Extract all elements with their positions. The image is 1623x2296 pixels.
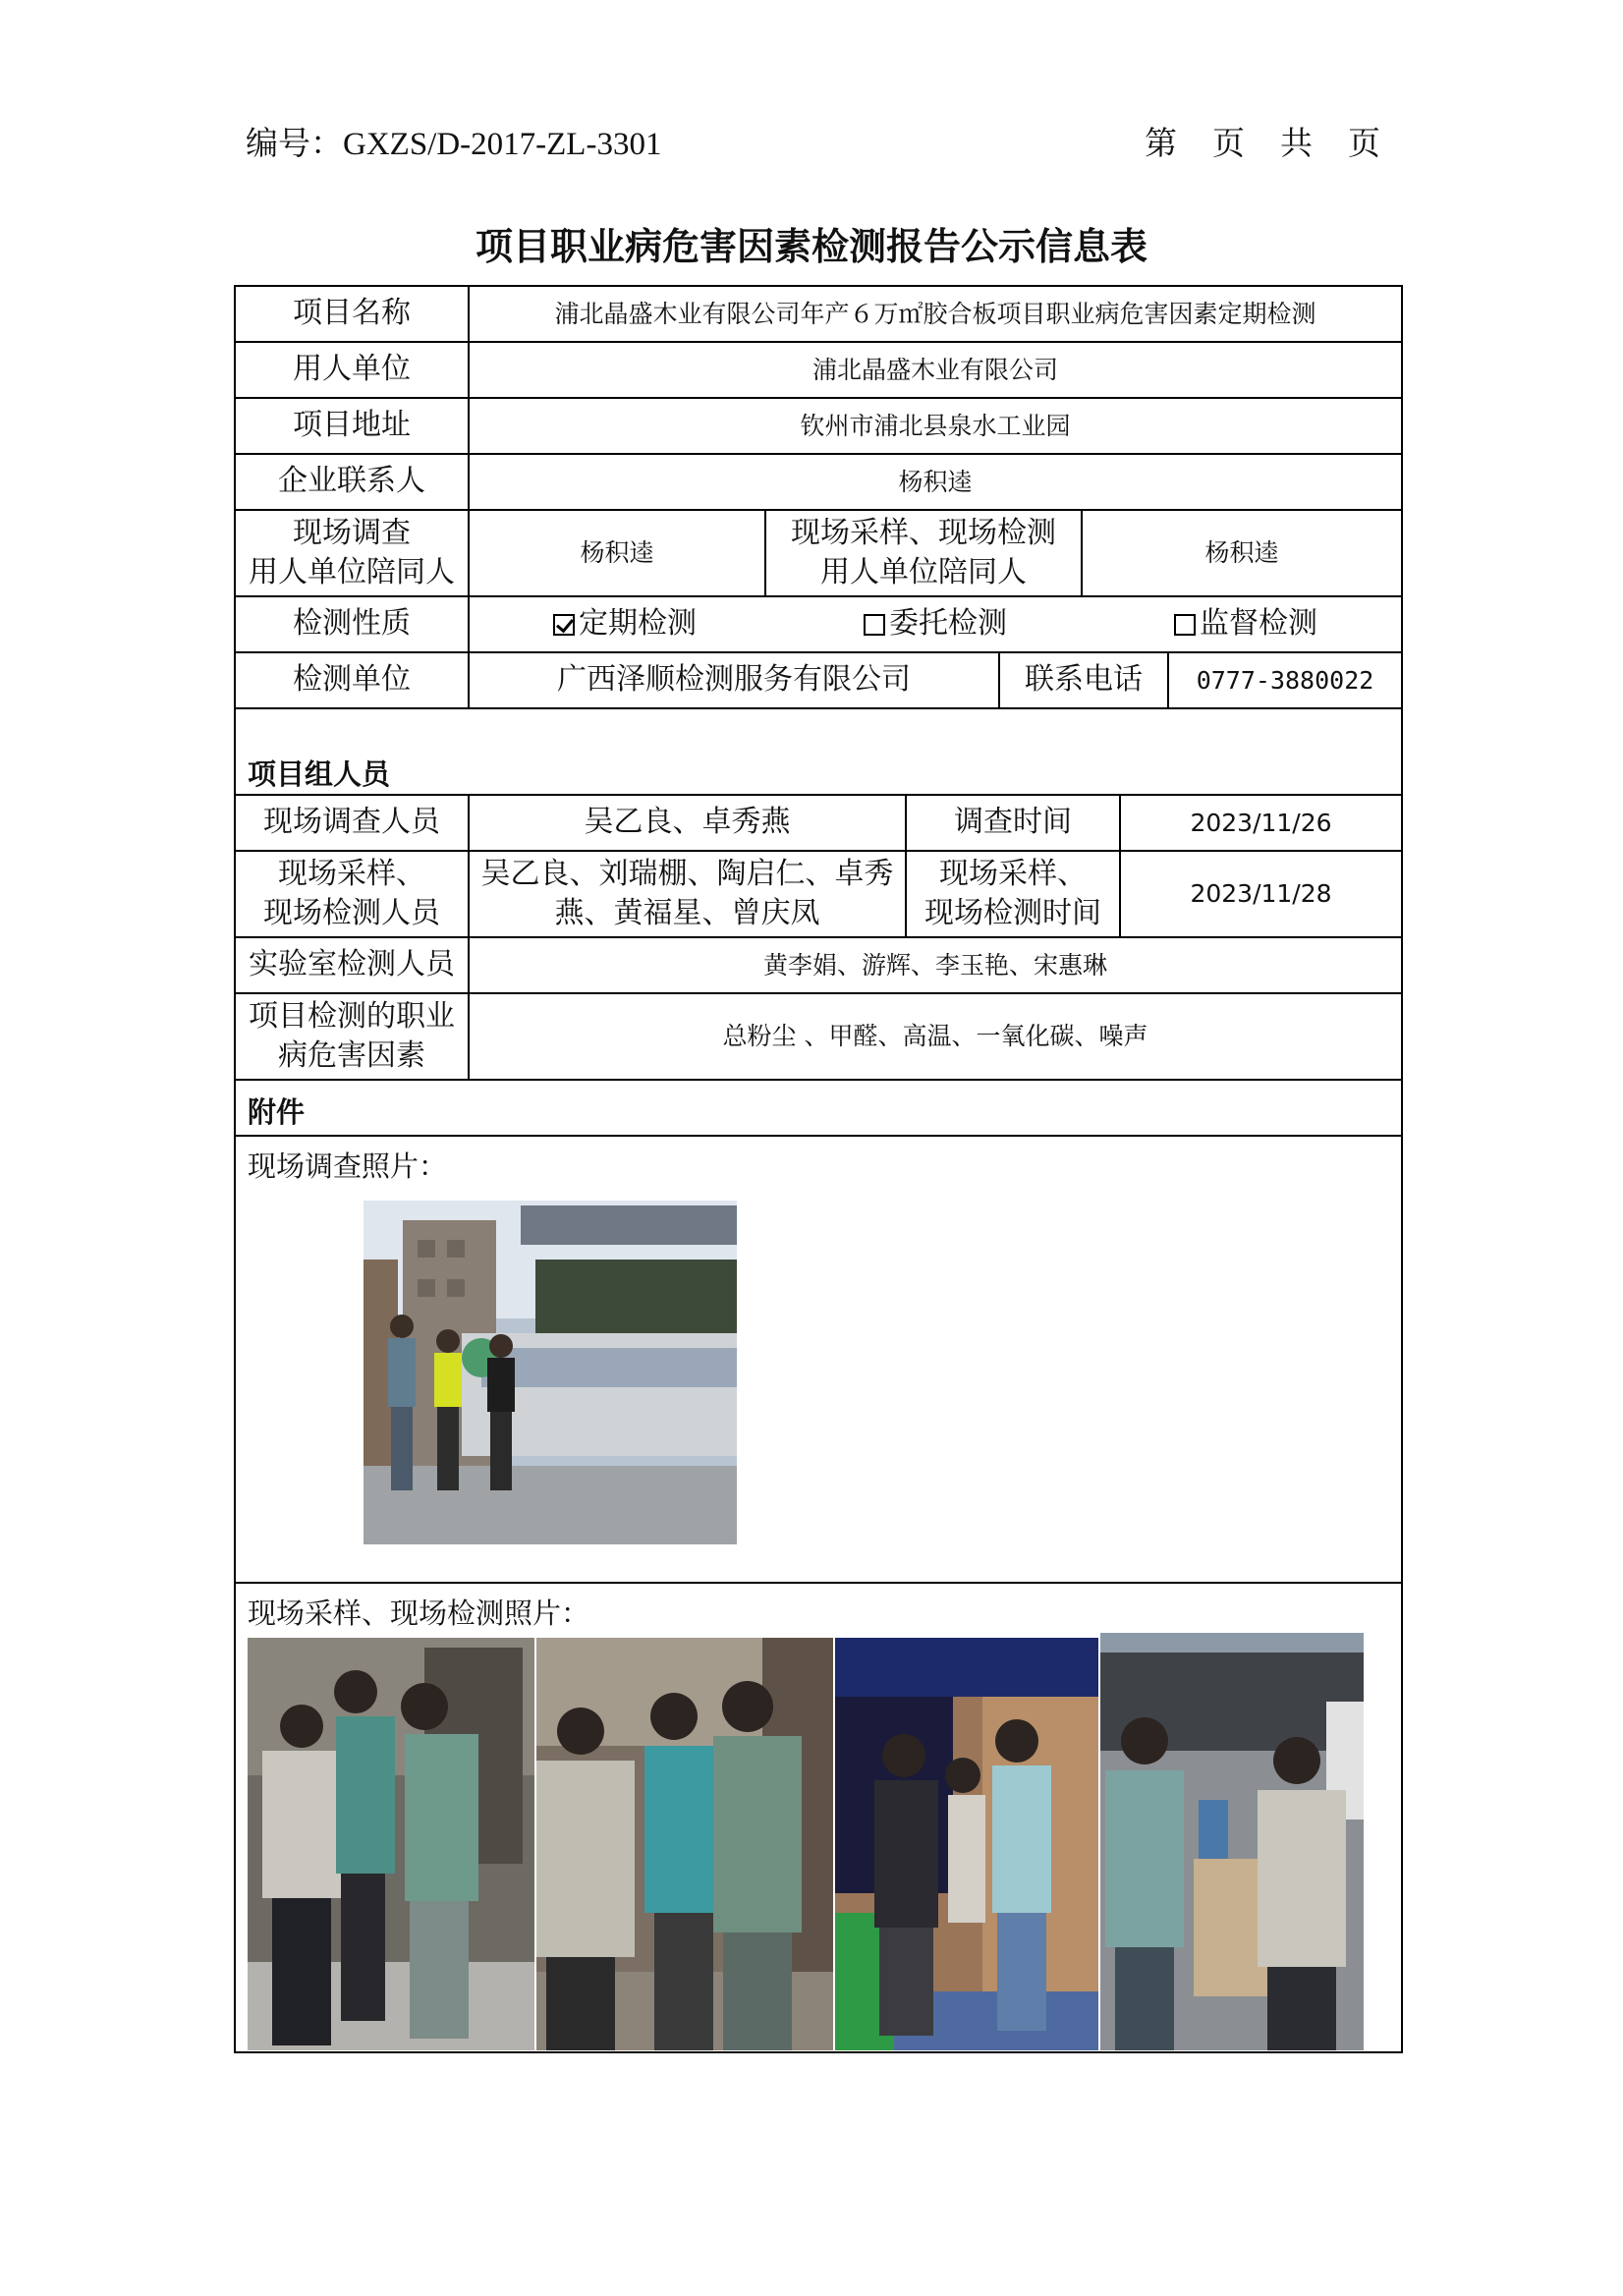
nature-options — [470, 597, 1401, 651]
page-word-di: 第 — [1145, 124, 1179, 162]
option-supervisory-label: 监督检测 — [1200, 606, 1317, 642]
phone-label: 联系电话 — [1000, 653, 1169, 707]
survey-staff-value: 吴乙良、卓秀燕 — [470, 796, 907, 850]
page-indicator — [1145, 118, 1416, 164]
phone-value: 0777-3880022 — [1196, 665, 1374, 695]
document-code-value: GXZS/D-2017-ZL-3301 — [343, 127, 662, 162]
sampling-staff-value: 吴乙良、刘瑞棚、陶启仁、卓秀 燕、黄福星、曾庆凤 — [470, 852, 907, 936]
sampling-staff-label: 现场采样、 现场检测人员 — [236, 852, 470, 936]
sampling-photo-3 — [835, 1638, 1098, 2050]
sampling-photo-1 — [248, 1638, 534, 2050]
row-address — [236, 399, 1401, 455]
row-contact — [236, 455, 1401, 511]
address-value: 钦州市浦北县泉水工业园 — [800, 411, 1071, 440]
survey-time-value: 2023/11/26 — [1190, 808, 1332, 837]
row-hazards — [236, 994, 1401, 1081]
row-project-name — [236, 287, 1401, 343]
sampling-photo-2 — [536, 1638, 833, 2050]
survey-time-label: 调查时间 — [907, 796, 1121, 850]
survey-escort-value: 杨积逵 — [470, 511, 766, 595]
attachments-section-title: 附件 — [248, 1095, 306, 1129]
document-code-label: 编号： — [246, 124, 343, 162]
team-section-title: 项目组人员 — [248, 757, 391, 791]
sampling-photo-caption: 现场采样、现场检测照片： — [248, 1596, 590, 1630]
option-periodic[interactable] — [553, 604, 697, 644]
option-periodic-label: 定期检测 — [579, 606, 697, 642]
contact-value: 杨积逵 — [898, 467, 973, 496]
option-supervisory[interactable] — [1174, 604, 1317, 644]
nature-label: 检测性质 — [236, 597, 470, 651]
page-word-ye-total: 页 — [1348, 124, 1382, 162]
option-commissioned-label: 委托检测 — [889, 606, 1007, 642]
document-title: 项目职业病危害因素检测报告公示信息表 — [475, 224, 1147, 268]
checkbox-supervisory[interactable] — [1174, 614, 1196, 636]
address-label: 项目地址 — [236, 399, 470, 453]
hazards-label: 项目检测的职业 病危害因素 — [236, 994, 470, 1079]
survey-photo — [364, 1201, 737, 1544]
row-escort — [236, 511, 1401, 597]
row-agency — [236, 653, 1401, 709]
sampling-time-value: 2023/11/28 — [1190, 879, 1332, 909]
checkbox-commissioned[interactable] — [864, 614, 885, 636]
row-lab-staff — [236, 938, 1401, 994]
lab-staff-label: 实验室检测人员 — [236, 938, 470, 992]
row-survey-staff — [236, 796, 1401, 852]
attachments-section — [236, 1081, 1401, 1137]
document-code — [246, 118, 661, 164]
lab-staff-value: 黄李娟、游辉、李玉艳、宋惠琳 — [762, 950, 1107, 980]
agency-value: 广西泽顺检测服务有限公司 — [470, 653, 1000, 707]
agency-label: 检测单位 — [236, 653, 470, 707]
employer-label: 用人单位 — [236, 343, 470, 397]
info-form — [234, 285, 1403, 2053]
page-word-gong: 共 — [1280, 124, 1315, 162]
page-word-ye: 页 — [1212, 124, 1247, 162]
team-section — [236, 709, 1401, 796]
sampling-escort-value: 杨积逵 — [1204, 538, 1279, 568]
row-employer — [236, 343, 1401, 399]
checkbox-periodic[interactable] — [553, 614, 575, 636]
survey-photo-caption: 现场调查照片： — [248, 1149, 448, 1183]
option-commissioned[interactable] — [864, 604, 1007, 644]
contact-label: 企业联系人 — [236, 455, 470, 509]
survey-photo-block — [236, 1137, 1401, 1584]
survey-escort-label: 现场调查 用人单位陪同人 — [236, 511, 470, 595]
hazards-value: 总粉尘 、甲醛、高温、一氧化碳、噪声 — [722, 1022, 1148, 1051]
sampling-photo-4 — [1100, 1633, 1364, 2050]
employer-value: 浦北晶盛木业有限公司 — [812, 355, 1058, 384]
survey-staff-label: 现场调查人员 — [236, 796, 470, 850]
row-nature — [236, 597, 1401, 653]
project-name-label: 项目名称 — [236, 287, 470, 341]
row-sampling-staff — [236, 852, 1401, 938]
project-name-value: 浦北晶盛木业有限公司年产６万㎡胶合板项目职业病危害因素定期检测 — [554, 299, 1316, 328]
sampling-escort-label: 现场采样、现场检测 用人单位陪同人 — [766, 511, 1083, 595]
sampling-time-label: 现场采样、 现场检测时间 — [907, 852, 1121, 936]
sampling-photo-block — [236, 1584, 1401, 2051]
